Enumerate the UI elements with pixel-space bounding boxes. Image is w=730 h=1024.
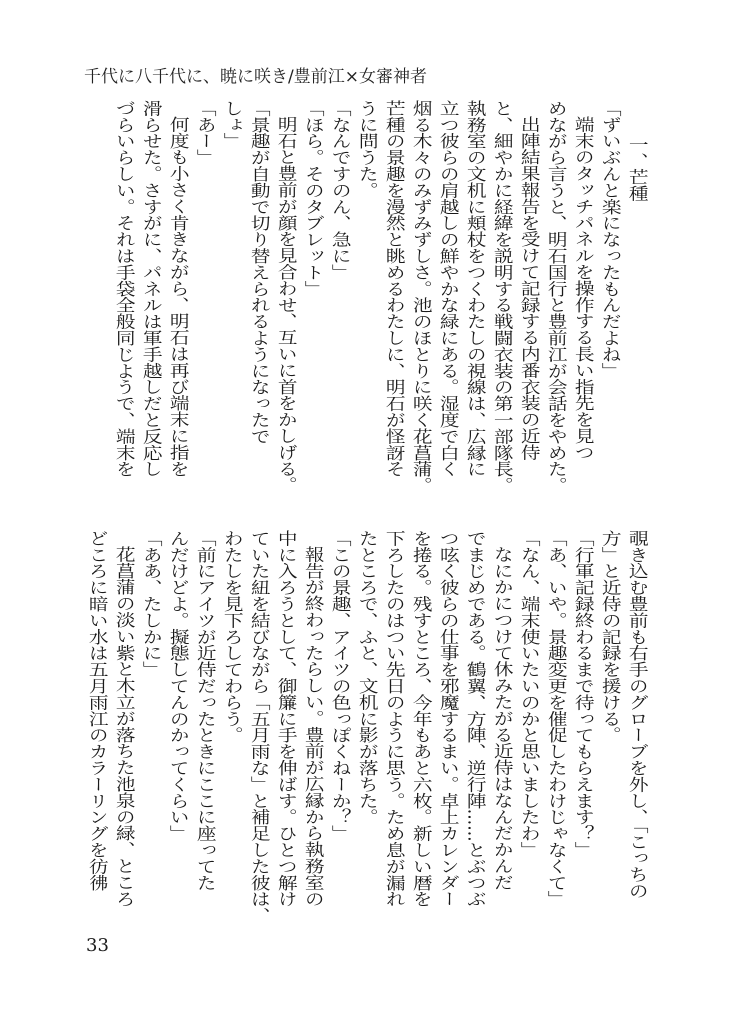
- text-line: 「景趣が自動で切り替えられるようになったで: [247, 100, 270, 445]
- text-line: 「前にアイツが近侍だったときにここに座ってた: [193, 530, 216, 891]
- text-line: 立つ彼らの肩越しの鮮やかな緑にある。湿度で白く: [436, 100, 459, 478]
- text-block-lower: [82, 530, 649, 930]
- text-line: 「ああ、たしかに」: [139, 530, 162, 678]
- text-line: 覗き込む豊前も右手のグローブを外し、「こっちの: [625, 530, 648, 899]
- text-line: 「行軍記録終わるまで待ってもらえます？」: [571, 530, 594, 858]
- text-line: 「この景趣、アイツの色っぽくねーか？」: [328, 530, 351, 842]
- text-line: 「ほら。そのタブレット」: [301, 100, 324, 297]
- text-line: 端末のタッチパネルを操作する長い指先を見つ: [571, 116, 594, 461]
- chapter-title: 一、芒種: [625, 136, 648, 202]
- text-line: うに問うた。: [355, 100, 378, 199]
- text-line: 方」と近侍の記録を援ける。: [598, 530, 621, 744]
- text-line: 報告が終わったらしい。豊前が広縁から執務室の: [301, 546, 324, 908]
- text-line: どころに暗い水は五月雨江のカラーリングを彷彿: [85, 530, 108, 891]
- text-block-upper: [82, 100, 649, 500]
- text-line: と、細やかに経緯を説明する戦闘衣装の第一部隊長。: [490, 100, 513, 494]
- text-line: 明石と豊前が顔を見合わせ、互いに首をかしげる。: [274, 116, 297, 494]
- text-line: づらいらしい。それは手袋全般同じようで、端末を: [112, 100, 135, 478]
- text-line: 出陣結果報告を受けて記録する内番衣装の近侍: [517, 116, 540, 461]
- text-line: 「あ、いや。景趣変更を催促したわけじゃなくて」: [544, 530, 567, 908]
- text-line: わたしを見下ろしてわらう。: [220, 530, 243, 744]
- text-line: 「ずいぶんと楽になったもんだよね」: [598, 100, 621, 379]
- page-number: 33: [86, 935, 109, 956]
- text-line: 花菖蒲の淡い紫と木立が落ちた池泉の緑、ところ: [112, 546, 135, 908]
- text-line: つ呟く彼らの仕事を邪魔するまい。卓上カレンダー: [436, 530, 459, 908]
- text-line: 中に入ろうとして、御簾に手を伸ばす。ひとつ解け: [274, 530, 297, 908]
- text-line: 芒種の景趣を漫然と眺めるわたしに、明石が怪訝そ: [382, 100, 405, 478]
- text-line: 下ろしたのはつい先日のように思う。ため息が漏れ: [382, 530, 405, 908]
- text-line: ていた紐を結びながら「五月雨な」と補足した彼は、: [247, 530, 270, 924]
- text-line: しょ」: [220, 100, 243, 150]
- text-line: でまじめである。鶴翼、方陣、逆行陣……とぶつぶ: [463, 530, 486, 908]
- running-header: 千代に八千代に、暁に咲き/豊前江×女審神者: [84, 67, 427, 87]
- text-line: 「なん、端末使いたいのかと思いましたわ」: [517, 530, 540, 858]
- text-line: 何度も小さく肯きながら、明石は再び端末に指を: [166, 116, 189, 478]
- text-line: 「あー」: [193, 100, 216, 166]
- text-line: 執務室の文机に頬杖をつくわたしの視線は、広縁に: [463, 100, 486, 478]
- text-line: たところで、ふと、文机に影が落ちた。: [355, 530, 378, 826]
- text-line: を捲る。残すところ、今年もあと六枚。新しい暦を: [409, 530, 432, 908]
- text-line: んだけどよ。擬態してんのかってくらい」: [166, 530, 189, 842]
- text-line: 滑らせた。さすがに、パネルは軍手越しだと反応し: [139, 100, 162, 478]
- text-line: めながら言うと、明石国行と豊前江が会話をやめた。: [544, 100, 567, 494]
- text-line: 「なんですのん、急に」: [328, 100, 351, 281]
- text-line: なにかにつけて休みたがる近侍はなんだかんだ: [490, 546, 513, 891]
- text-line: 烟る木々のみずみずしさ。池のほとりに咲く花菖蒲。: [409, 100, 432, 494]
